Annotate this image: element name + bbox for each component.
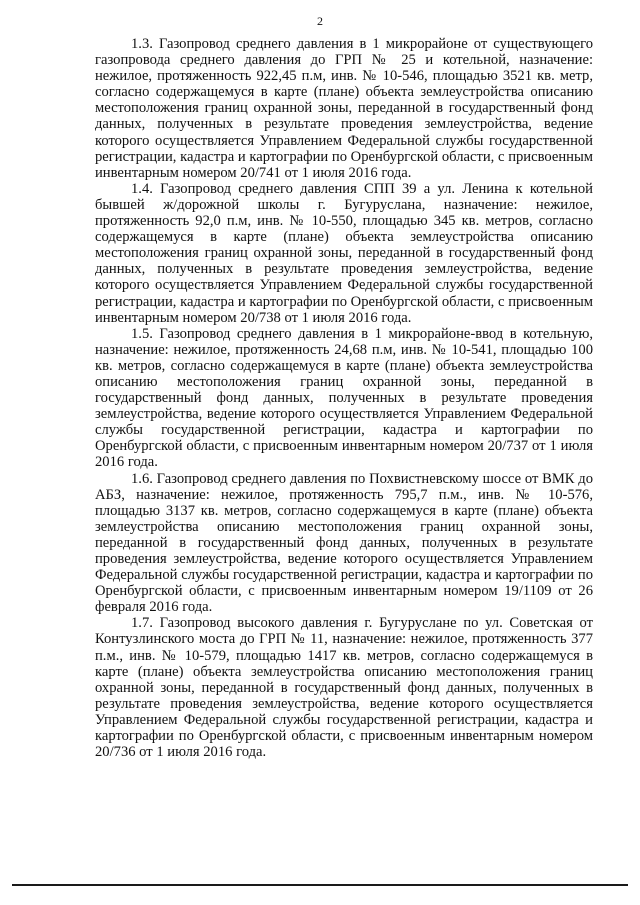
document-body bbox=[95, 36, 593, 760]
bottom-divider bbox=[12, 884, 628, 886]
paragraph-1-5: 1.5. Газопровод среднего давления в 1 микрорайоне-ввод в котельную, назначение: нежилое, протяженность 24,68 п.м, инв. № 10-541, площадью 100 кв. метров, согласно содержащемуся в карте (плане) объекта землеустройства описанию местоположения границ охранной зоны, переданной в государственный фонд данных, полученных в результате проведения землеустройства, ведение которого осуществляется Управлением Федеральной службы государственной регистрации, кадастра и картографии по Оренбургской области, с присвоенным инвентарным номером 20/737 от 1 июля 2016 года. bbox=[95, 325, 593, 471]
paragraph-1-3: 1.3. Газопровод среднего давления в 1 микрорайоне от существующего газопровода среднего давления до ГРП № 25 и котельной, назначение: нежилое, протяженность 922,45 п.м, инв. № 10-546, площадью 3521 кв. метр, согласно содержащемуся в карте (плане) объекта землеустройства описанию местоположения границ охранной зоны, переданной в государственный фонд данных, полученных в результате проведения землеустройства, ведение которого осуществляется Управлением Федеральной службы государственной регистрации, кадастра и картографии по Оренбургской области, с присвоенным инвентарным номером 20/741 от 1 июля 2016 года. bbox=[95, 36, 593, 181]
paragraph-1-6: 1.6. Газопровод среднего давления по Похвистневскому шоссе от ВМК до АБЗ, назначение: нежилое, протяженность 795,7 п.м., инв. № 10-576, площадью 3137 кв. метров, согласно содержащемуся в карте (плане) объекта землеустройства описанию местоположения границ охранной зоны, переданной в государственный фонд данных, полученных в результате проведения землеустройства, ведение которого осуществляется Управлением Федеральной службы государственной регистрации, кадастра и картографии по Оренбургской области, с присвоенным инвентарным номером 19/1109 от 26 февраля 2016 года. bbox=[95, 470, 593, 616]
paragraph-1-4: 1.4. Газопровод среднего давления СПП 39 а ул. Ленина к котельной бывшей ж/дорожной школы г. Бугуруслана, назначение: нежилое, протяженность 92,0 п.м, инв. № 10-550, площадью 345 кв. метров, согласно содержащемуся в карте (плане) объекта землеустройства описанию местоположения границ охранной зоны, переданной в государственный фонд данных, полученных в результате проведения землеустройства, ведение которого осуществляется Управлением Федеральной службы государственной регистрации, кадастра и картографии по Оренбургской области, с присвоенным инвентарным номером 20/738 от 1 июля 2016 года. bbox=[95, 180, 593, 326]
paragraph-1-7: 1.7. Газопровод высокого давления г. Бугуруслане по ул. Советская от Контузлинского моста до ГРП № 11, назначение: нежилое, протяженность 377 п.м., инв. № 10-579, площадью 1417 кв. метров, согласно содержащемуся в карте (плане) объекта землеустройства описанию местоположения границ охранной зоны, переданной в государственный фонд данных, полученных в результате проведения землеустройства, ведение которого осуществляется Управлением Федеральной службы государственной регистрации, кадастра и картографии по Оренбургской области, с присвоенным инвентарным номером 20/736 от 1 июля 2016 года. bbox=[95, 615, 593, 761]
page-number: 2 bbox=[317, 14, 323, 28]
